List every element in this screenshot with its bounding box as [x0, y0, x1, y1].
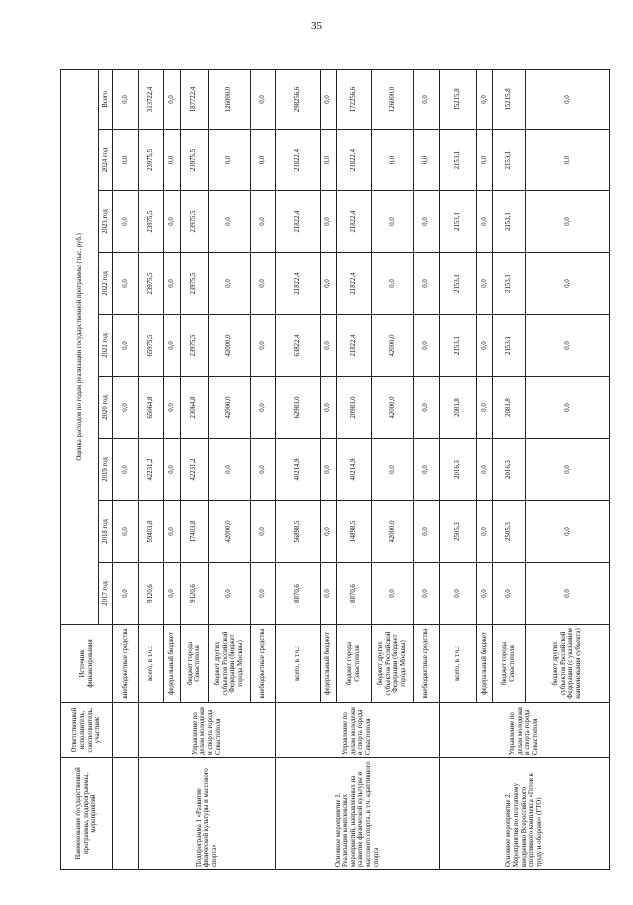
- value-cell: 63822,4: [276, 315, 320, 377]
- value-cell: 21822,4: [336, 253, 371, 315]
- source-cell: всего, в т.ч.:: [138, 625, 164, 703]
- value-cell: 23975,5: [180, 253, 208, 315]
- header-source: Источник финансирования: [61, 625, 113, 703]
- value-cell: 0,0: [476, 191, 492, 253]
- value-cell: 0,0: [250, 69, 276, 129]
- value-cell: 0,0: [413, 130, 439, 191]
- value-cell: 0,0: [476, 439, 492, 501]
- rotated-table-container: [60, 70, 610, 870]
- value-cell: 21822,4: [276, 253, 320, 315]
- value-cell: 42000,0: [371, 377, 413, 439]
- value-cell: 2153,1: [439, 315, 476, 377]
- value-cell: 0,0: [320, 563, 336, 625]
- value-cell: 42231,2: [180, 439, 208, 501]
- value-cell: 0,0: [320, 191, 336, 253]
- value-cell: 0,0: [320, 377, 336, 439]
- header-program: Наименование государственной программы, подпрограммы, мероприятий: [61, 758, 113, 870]
- header-year: 2024 год: [99, 130, 113, 191]
- value-cell: 0,0: [525, 377, 609, 439]
- value-cell: 0,0: [250, 377, 276, 439]
- header-year: 2018 год: [99, 501, 113, 563]
- value-cell: 2016,3: [493, 439, 526, 501]
- table-row: [113, 69, 139, 869]
- value-cell: 23975,5: [180, 191, 208, 253]
- value-cell: 0,0: [250, 315, 276, 377]
- value-cell: 2153,1: [493, 130, 526, 191]
- value-cell: 2153,1: [493, 315, 526, 377]
- budget-table: [60, 69, 610, 870]
- value-cell: 42000,0: [208, 377, 250, 439]
- value-cell: 17403,8: [180, 501, 208, 563]
- header-year: 2022 год: [99, 253, 113, 315]
- value-cell: 0,0: [164, 253, 180, 315]
- value-cell: 2505,3: [493, 501, 526, 563]
- value-cell: 0,0: [320, 130, 336, 191]
- value-cell: 0,0: [371, 563, 413, 625]
- value-cell: 21822,4: [336, 130, 371, 191]
- value-cell: 0,0: [113, 130, 139, 191]
- source-cell: внебюджетные средства: [113, 625, 139, 703]
- value-cell: 0,0: [250, 501, 276, 563]
- program-cell: [113, 758, 139, 870]
- value-cell: 0,0: [476, 563, 492, 625]
- value-cell: 21822,4: [336, 191, 371, 253]
- value-cell: 0,0: [476, 315, 492, 377]
- program-cell: Основное мероприятие 2. Мероприятия по поэтапному внедрению Всероссийского спортивного комплекса «Готов к труду и обороне» (ГТО): [439, 758, 609, 870]
- value-cell: 298256,6: [276, 69, 320, 129]
- value-cell: 0,0: [164, 439, 180, 501]
- value-cell: 42231,2: [138, 439, 164, 501]
- value-cell: 0,0: [413, 501, 439, 563]
- value-cell: 0,0: [164, 563, 180, 625]
- value-cell: 62983,0: [276, 377, 320, 439]
- value-cell: 0,0: [371, 130, 413, 191]
- value-cell: 0,0: [525, 563, 609, 625]
- value-cell: 0,0: [525, 315, 609, 377]
- value-cell: 65064,8: [138, 377, 164, 439]
- value-cell: 0,0: [208, 563, 250, 625]
- value-cell: 0,0: [208, 191, 250, 253]
- value-cell: 0,0: [525, 130, 609, 191]
- value-cell: 0,0: [208, 439, 250, 501]
- source-cell: бюджет других субъектов Российской Федерации (бюджет города Москвы): [208, 625, 250, 703]
- value-cell: 0,0: [164, 315, 180, 377]
- value-cell: 2153,1: [439, 191, 476, 253]
- executor-cell: Управление по делам молодежи и спорта города Севастополя: [439, 703, 609, 758]
- executor-cell: Управление по делам молодежи и спорта города Севастополя: [138, 703, 276, 758]
- table-body: [113, 69, 610, 869]
- value-cell: 9120,6: [138, 563, 164, 625]
- value-cell: 0,0: [113, 563, 139, 625]
- value-cell: 0,0: [320, 501, 336, 563]
- value-cell: 2081,8: [439, 377, 476, 439]
- value-cell: 0,0: [476, 130, 492, 191]
- value-cell: 56898,5: [276, 501, 320, 563]
- source-cell: всего, в т.ч.:: [439, 625, 476, 703]
- value-cell: 0,0: [413, 315, 439, 377]
- value-cell: 9120,6: [180, 563, 208, 625]
- executor-cell: Управление по делам молодежи и спорта города Севастополя: [276, 703, 439, 758]
- value-cell: 42000,0: [208, 315, 250, 377]
- source-cell: внебюджетные средства: [250, 625, 276, 703]
- value-cell: 0,0: [525, 69, 609, 129]
- value-cell: 313722,4: [138, 69, 164, 129]
- value-cell: 23975,5: [138, 253, 164, 315]
- value-cell: 0,0: [371, 253, 413, 315]
- value-cell: 0,0: [208, 253, 250, 315]
- value-cell: 14898,5: [336, 501, 371, 563]
- source-cell: федеральный бюджет: [320, 625, 336, 703]
- header-row-1: [61, 69, 99, 869]
- header-year: 2021 год: [99, 315, 113, 377]
- source-cell: бюджет города Севастополя: [180, 625, 208, 703]
- value-cell: 0,0: [371, 439, 413, 501]
- source-cell: всего, в т.ч.:: [276, 625, 320, 703]
- table-row: [439, 69, 476, 869]
- value-cell: 0,0: [250, 191, 276, 253]
- value-cell: 23975,5: [138, 191, 164, 253]
- header-year: 2017 год: [99, 563, 113, 625]
- value-cell: 59403,8: [138, 501, 164, 563]
- value-cell: 0,0: [525, 439, 609, 501]
- value-cell: 126000,0: [208, 69, 250, 129]
- source-cell: внебюджетные средства: [413, 625, 439, 703]
- value-cell: 42000,0: [371, 315, 413, 377]
- value-cell: 8870,6: [336, 563, 371, 625]
- value-cell: 0,0: [113, 191, 139, 253]
- value-cell: 8870,6: [276, 563, 320, 625]
- value-cell: 21822,4: [276, 191, 320, 253]
- program-cell: Подпрограмма 1 «Развитие физической культуры и массового спорта»: [138, 758, 276, 870]
- page-number: 35: [311, 20, 322, 32]
- value-cell: 40214,9: [336, 439, 371, 501]
- value-cell: 2016,3: [439, 439, 476, 501]
- value-cell: 23975,5: [180, 315, 208, 377]
- value-cell: 0,0: [476, 377, 492, 439]
- value-cell: 0,0: [413, 439, 439, 501]
- value-cell: 126000,0: [371, 69, 413, 129]
- value-cell: 0,0: [164, 377, 180, 439]
- source-cell: бюджет города Севастополя: [493, 625, 526, 703]
- value-cell: 0,0: [413, 191, 439, 253]
- value-cell: 187722,4: [180, 69, 208, 129]
- value-cell: 2153,1: [439, 253, 476, 315]
- header-year: 2023 год: [99, 191, 113, 253]
- value-cell: 0,0: [113, 315, 139, 377]
- value-cell: 0,0: [113, 501, 139, 563]
- value-cell: 0,0: [208, 130, 250, 191]
- value-cell: 2081,8: [493, 377, 526, 439]
- program-cell: Основное мероприятие 1. Реализация комплексных мероприятий, направленных на развитие физической культуры и массового спорта, в т.ч. адаптивного спорта: [276, 758, 439, 870]
- value-cell: 2153,1: [493, 253, 526, 315]
- source-cell: бюджет других субъектов Российской Федерации (с указанием наименования субъекта): [525, 625, 609, 703]
- value-cell: 15215,8: [493, 69, 526, 129]
- value-cell: 0,0: [371, 191, 413, 253]
- value-cell: 0,0: [476, 69, 492, 129]
- value-cell: 20983,0: [336, 377, 371, 439]
- value-cell: 0,0: [113, 69, 139, 129]
- header-estimate: Оценка расходов по годам реализации государственной программы (тыс. руб.): [61, 69, 99, 624]
- value-cell: 2153,1: [493, 191, 526, 253]
- value-cell: 0,0: [320, 253, 336, 315]
- value-cell: 0,0: [250, 253, 276, 315]
- value-cell: 0,0: [413, 69, 439, 129]
- value-cell: 0,0: [439, 563, 476, 625]
- value-cell: 0,0: [113, 253, 139, 315]
- value-cell: 0,0: [250, 130, 276, 191]
- value-cell: 0,0: [413, 563, 439, 625]
- value-cell: 0,0: [113, 439, 139, 501]
- value-cell: 0,0: [164, 501, 180, 563]
- value-cell: 0,0: [476, 253, 492, 315]
- value-cell: 21822,4: [336, 315, 371, 377]
- value-cell: 2505,3: [439, 501, 476, 563]
- value-cell: 0,0: [476, 501, 492, 563]
- value-cell: 0,0: [525, 501, 609, 563]
- value-cell: 0,0: [525, 253, 609, 315]
- header-year: 2019 год: [99, 439, 113, 501]
- value-cell: 0,0: [493, 563, 526, 625]
- value-cell: 0,0: [164, 191, 180, 253]
- value-cell: 0,0: [413, 253, 439, 315]
- value-cell: 21822,4: [276, 130, 320, 191]
- value-cell: 0,0: [525, 191, 609, 253]
- value-cell: 0,0: [320, 315, 336, 377]
- executor-cell: [113, 703, 139, 758]
- value-cell: 0,0: [113, 377, 139, 439]
- value-cell: 23064,8: [180, 377, 208, 439]
- header-year: Всего: [99, 69, 113, 129]
- value-cell: 23975,5: [138, 130, 164, 191]
- header-year: 2020 год: [99, 377, 113, 439]
- value-cell: 40214,9: [276, 439, 320, 501]
- value-cell: 23975,5: [180, 130, 208, 191]
- value-cell: 0,0: [164, 69, 180, 129]
- value-cell: 2153,1: [439, 130, 476, 191]
- value-cell: 42000,0: [371, 501, 413, 563]
- value-cell: 0,0: [250, 439, 276, 501]
- source-cell: федеральный бюджет: [476, 625, 492, 703]
- value-cell: 0,0: [320, 439, 336, 501]
- source-cell: бюджет других субъектов Российской Федерации (бюджет города Москвы): [371, 625, 413, 703]
- value-cell: 15215,8: [439, 69, 476, 129]
- value-cell: 0,0: [320, 69, 336, 129]
- value-cell: 0,0: [250, 563, 276, 625]
- table-row: [138, 69, 164, 869]
- header-executor: Ответственный исполнитель, соисполнитель, участник: [61, 703, 113, 758]
- source-cell: федеральный бюджет: [164, 625, 180, 703]
- value-cell: 0,0: [413, 377, 439, 439]
- source-cell: бюджет города Севастополя: [336, 625, 371, 703]
- table-row: [276, 69, 320, 869]
- value-cell: 172256,6: [336, 69, 371, 129]
- value-cell: 42000,0: [208, 501, 250, 563]
- value-cell: 0,0: [164, 130, 180, 191]
- value-cell: 65975,5: [138, 315, 164, 377]
